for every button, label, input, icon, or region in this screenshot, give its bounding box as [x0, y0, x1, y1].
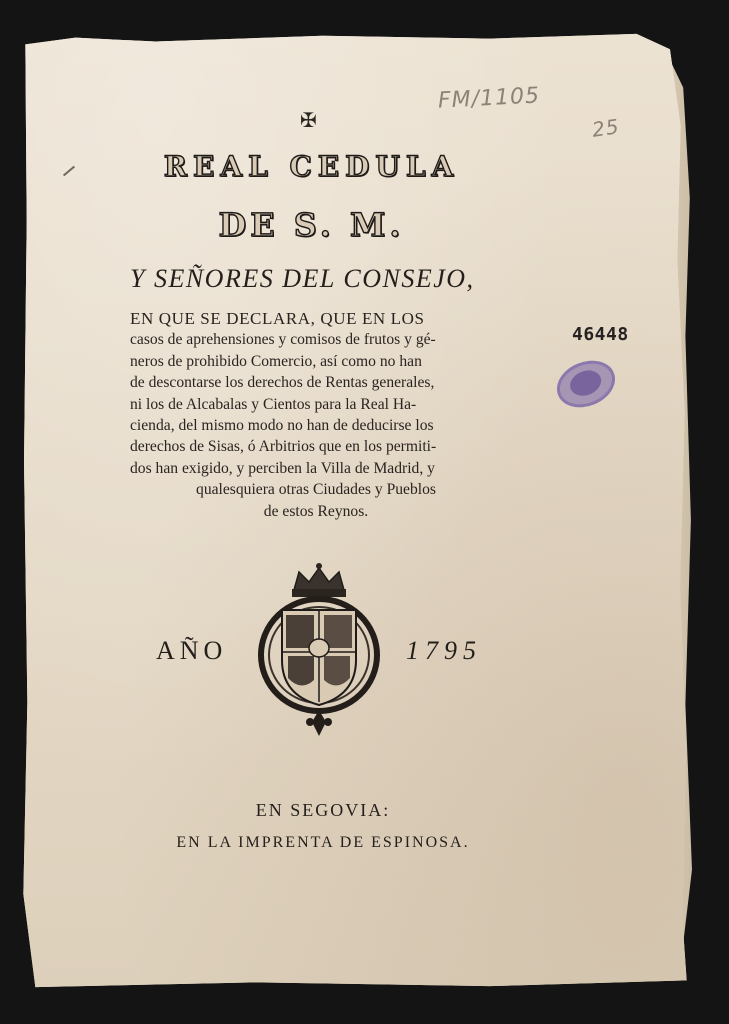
body-line: cienda, del mismo modo no han de deducirse los: [130, 417, 434, 435]
pencil-number: 25: [590, 114, 621, 142]
body-line: de descontarse los derechos de Rentas generales,: [130, 374, 435, 392]
royal-coat-of-arms: [254, 560, 384, 740]
cross-mark: ✠: [300, 110, 317, 132]
body-line: qualesquiera otras Ciudades y Pueblos: [196, 481, 436, 499]
year-label: AÑO: [156, 636, 228, 665]
title-line-2: DE S. M.: [218, 206, 405, 244]
stamp-number: 46448: [572, 324, 629, 345]
title-line-1: REAL CEDULA: [163, 150, 460, 183]
year-value: 1795: [406, 636, 482, 665]
imprint-printer: EN LA IMPRENTA DE ESPINOSA.: [176, 834, 470, 851]
imprint-place: EN SEGOVIA:: [255, 800, 391, 820]
body-line: casos de aprehensiones y comisos de frutos y gé-: [130, 331, 436, 349]
body-line: de estos Reynos.: [263, 502, 369, 520]
pencil-catalog-note: FM/1105: [437, 83, 541, 114]
body-line: ni los de Alcabalas y Cientos para la Real Ha-: [130, 395, 417, 413]
body-line: neros de prohibido Comercio, así como no han: [130, 352, 422, 370]
body-line: EN QUE SE DECLARA, QUE EN LOS: [130, 309, 425, 328]
body-line: dos han exigido, y perciben la Villa de Madrid, y: [130, 459, 435, 477]
subtitle: Y SEÑORES DEL CONSEJO,: [130, 264, 475, 293]
body-text: [130, 308, 502, 522]
body-line: derechos de Sisas, ó Arbitrios que en los permiti-: [130, 438, 437, 456]
